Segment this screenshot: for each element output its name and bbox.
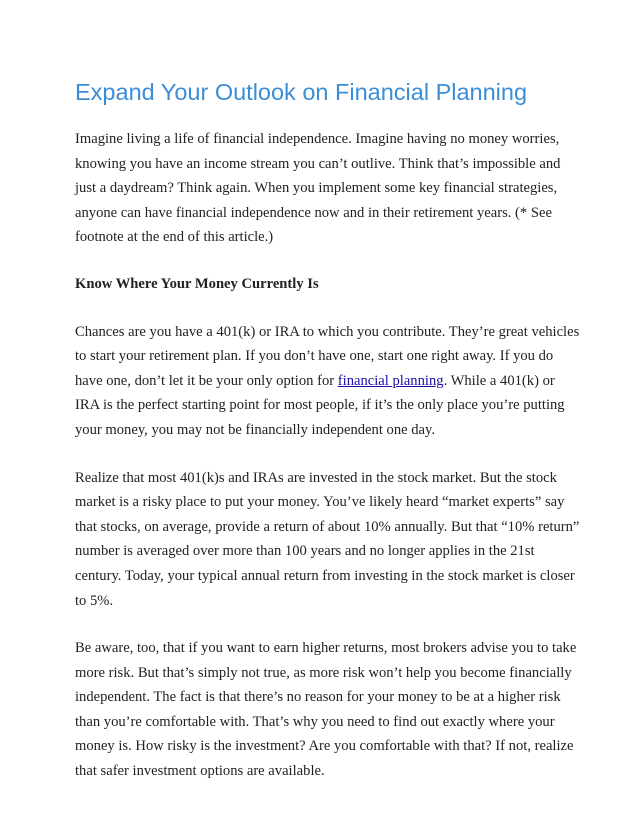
section-heading: Know Where Your Money Currently Is <box>75 275 319 292</box>
paragraph-retirement-accounts <box>75 320 580 443</box>
financial-planning-link[interactable]: financial planning <box>337 372 444 389</box>
paragraph-text: Chances are you have a 401(k) or IRA to which you contribute. They’re great vehicles to start your retirement plan. If you don’t have one, start one right away. If you do have one, don’t let it be your only option for <box>75 323 580 389</box>
intro-paragraph: Imagine living a life of financial independence. Imagine having no money worries, knowing you have an income stream you can’t outlive. Think that’s impossible and just a daydream? Think again. When you implement some key financial strategies, anyone can have financial independence now and in their retirement years. (* See footnote at the end of this article.) <box>75 131 561 246</box>
article-body <box>75 72 580 784</box>
paragraph-risk: Be aware, too, that if you want to earn higher returns, most brokers advise you to take more risk. But that’s simply not true, as more risk won’t help you become financially independent. The fact is that there’s no reason for your money to be at a higher risk than you’re comfortable with. That’s why you need to find out exactly where your money is. How risky is the investment? Are you comfortable with that? If not, realize that safer investment options are available. <box>75 640 577 780</box>
paragraph-text: . While a 401(k) or IRA is the perfect starting point for most people, if it’s the only place you’re putting your money, you may not be financially independent one day. <box>75 372 565 438</box>
page-title: Expand Your Outlook on Financial Planning <box>75 79 528 105</box>
paragraph-stock-market: Realize that most 401(k)s and IRAs are invested in the stock market. But the stock market is a risky place to put your money. You’ve likely heard “market experts” say that stocks, on average, provide a return of about 10% annually. But that “10% return” number is averaged over more than 100 years and no longer applies in the 21st century. Today, your typical annual return from investing in the stock market is closer to 5%. <box>75 469 580 609</box>
